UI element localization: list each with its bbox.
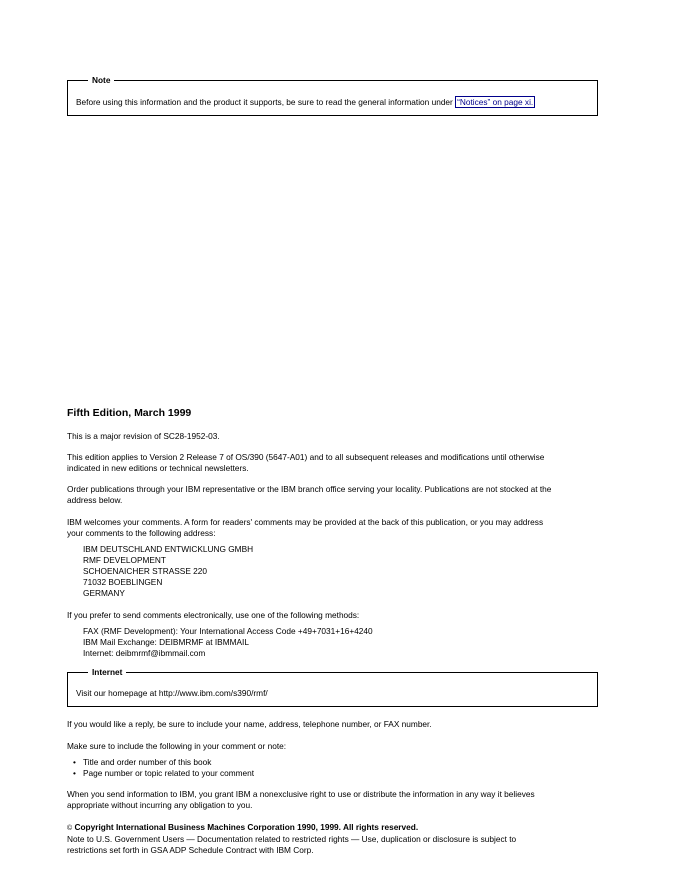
copyright-line [67,822,607,834]
copyright-block [67,822,607,856]
note-label: Note [88,74,114,86]
contact-methods [83,626,373,659]
address-line: RMF DEVELOPMENT [83,555,166,565]
applies-line-2: indicated in new editions or technical newsletters. [67,463,249,473]
internet-box [67,667,598,707]
order-paragraph [67,484,607,506]
comments-paragraph [67,517,607,539]
comments-line-2: your comments to the following address: [67,528,216,538]
order-line-2: address below. [67,495,123,505]
address-line: IBM DEUTSCHLAND ENTWICKLUNG GMBH [83,544,254,554]
list-item: • Title and order number of this book [67,757,607,768]
internet-method: Internet: deibmrmf@ibmmail.com [83,648,206,658]
electronic-intro: If you prefer to send comments electronically, use one of the following methods: [67,610,360,620]
note-body: Before using this information and the product it supports, be sure to read the general information under [76,97,456,107]
revision-paragraph: This is a major revision of SC28-1952-03. [67,431,220,441]
copyright-text: Copyright International Business Machines Corporation 1990, 1999. All rights reserved. [74,822,419,832]
note-box [67,75,598,116]
comments-line-1: IBM welcomes your comments. A form for readers' comments may be provided at the back of this publication, or you may address [67,517,544,527]
address-line: 71032 BOEBLINGEN [83,577,163,587]
notices-link[interactable]: “Notices” on page xi. [457,97,534,107]
mail-exchange-method: IBM Mail Exchange: DEIBMRMF at IBMMAIL [83,637,249,647]
grant-paragraph [67,789,607,811]
include-intro: Make sure to include the following in your comment or note: [67,741,287,751]
grant-line-1: When you send information to IBM, you grant IBM a nonexclusive right to use or distribute the information in any way it believes [67,789,535,799]
applies-line-1: This edition applies to Version 2 Release 7 of OS/390 (5647-A01) and to all subsequent releases and modifications until otherwise [67,452,545,462]
homepage-text: Visit our homepage at http://www.ibm.com/s390/rmf/ [76,688,268,698]
order-line-1: Order publications through your IBM representative or the IBM branch office serving your locality. Publications are not stocked at the [67,484,552,494]
internet-label: Internet [88,666,126,678]
note-text [76,97,535,108]
grant-line-2: appropriate without incurring any obligation to you. [67,800,253,810]
mailing-address [83,544,253,599]
include-list [67,757,607,779]
applies-paragraph [67,452,607,474]
address-line: GERMANY [83,588,125,598]
fax-method: FAX (RMF Development): Your International Access Code +49+7031+16+4240 [83,626,373,636]
reply-paragraph: If you would like a reply, be sure to include your name, address, telephone number, or FAX number. [67,719,432,729]
copyright-icon: © [67,825,73,832]
edition-heading: Fifth Edition, March 1999 [67,407,192,419]
list-item: • Page number or topic related to your comment [67,768,607,779]
gov-note-line-2: restrictions set forth in GSA ADP Schedule Contract with IBM Corp. [67,845,314,855]
gov-note-line-1: Note to U.S. Government Users — Documentation related to restricted rights — Use, duplication or disclosure is subject to [67,834,517,844]
address-line: SCHOENAICHER STRASSE 220 [83,566,208,576]
